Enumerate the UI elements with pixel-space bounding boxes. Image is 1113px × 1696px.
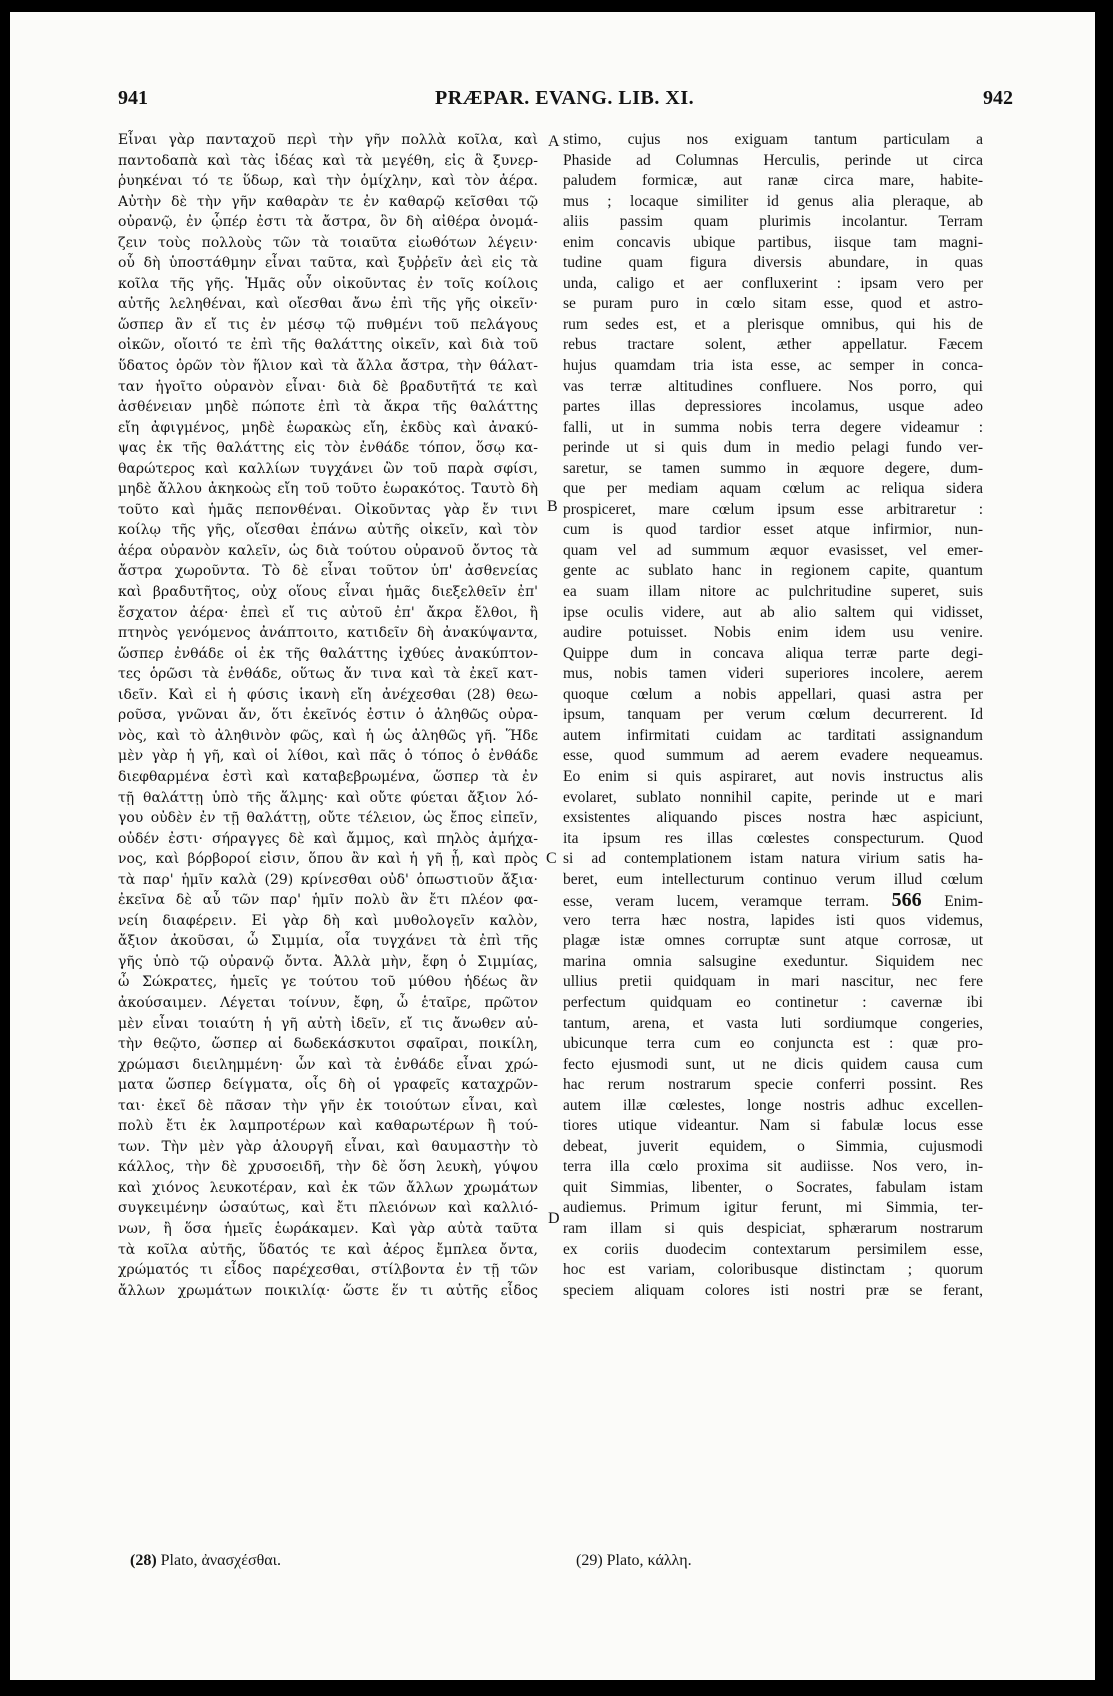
section-marker-b: B bbox=[547, 498, 558, 515]
greek-line: ψας ἐκ τῆς θαλάττης εἰς τὸν ἐνθάδε τόπον, ὅσῳ κα- bbox=[118, 440, 538, 457]
footnote-29 bbox=[576, 1552, 692, 1570]
book-page bbox=[10, 12, 1095, 1680]
page-number-right: 942 bbox=[983, 87, 1013, 109]
latin-line: perfectum quidquam eo continetur : cavernæ ibi bbox=[563, 993, 983, 1011]
latin-line: vero terra hæc nostra, lapides isti quos videmus, bbox=[563, 911, 983, 929]
latin-line: Eo enim si quis aspiraret, aut novis instructus alis bbox=[563, 767, 983, 785]
latin-line: ex coriis duodecim contextarum persimilem esse, bbox=[563, 1240, 983, 1258]
greek-line: τὰ παρ' ἡμῖν καλὰ (29) κρίνεσθαι οὐδ' ὁπωστιοῦν ἄξια· bbox=[118, 871, 538, 888]
latin-line: prospiceret, mare cœlum ipsum esse arbitraretur : bbox=[563, 500, 983, 518]
greek-line: συγκειμένην ὡσαύτως, καὶ ἔτι πλειόνων καὶ καλλιό- bbox=[118, 1200, 538, 1217]
latin-line: rebus tractare solent, æther appellatur. Fæcem bbox=[563, 336, 983, 354]
latin-line: que per mediam aquam cœlum ac reliqua sidera bbox=[563, 480, 983, 498]
latin-line: autem illæ cœlestes, longe nostris adhuc excellen- bbox=[563, 1096, 983, 1114]
greek-line: πτηνὸς γενόμενος ἀνάπτοιτο, κατιδεῖν δὴ ἀνακύψαντα, bbox=[118, 625, 538, 642]
greek-line: ἔσχατον ἀέρα· ἐπεὶ εἴ τις αὐτοῦ ἐπ' ἄκρα ἔλθοι, ἢ bbox=[118, 604, 538, 621]
latin-line: rum sedes est, et a plerisque omnibus, qui his de bbox=[563, 315, 983, 333]
greek-line: τὴν θεῷτο, ὥσπερ αἱ δωδεκάσκυτοι σφαῖραι, ποικίλη, bbox=[118, 1036, 538, 1053]
greek-line: νων, ἢ ὅσα ἡμεῖς ἑωράκαμεν. Καὶ γὰρ αὐτὰ ταῦτα bbox=[118, 1220, 538, 1237]
greek-line: ὕδατος ὁρῶν τὸν ἥλιον καὶ τὰ ἄλλα ἄστρα, τὴν θάλατ- bbox=[118, 358, 538, 375]
greek-line: χρώματός τι εἶδος παρέχεσθαι, στίλβοντα ἐν τῇ τῶν bbox=[118, 1262, 538, 1279]
greek-line: οὐρανῷ, ἐν ᾧπέρ ἐστι τὰ ἄστρα, ὃν δὴ αἰθέρα ὀνομά- bbox=[118, 214, 538, 231]
latin-line: ipse oculis videre, aut ab alio saltem qui vidisset, bbox=[563, 603, 983, 621]
footnote-28 bbox=[130, 1552, 281, 1570]
page-number-left: 941 bbox=[118, 87, 148, 109]
greek-line: ιδεῖν. Καὶ εἰ ἡ φύσις ἱκανὴ εἴη ἀνέχεσθαι (28) θεω- bbox=[118, 686, 538, 703]
greek-line: ἄξιον ἀκοῦσαι, ὦ Σιμμία, οἷα τυγχάνει τὰ ἐπὶ τῆς bbox=[118, 933, 538, 950]
footnote-29-text: Plato, κάλλη. bbox=[606, 1552, 692, 1569]
latin-line: falli, ut in summa nobis terra degere videamur : bbox=[563, 418, 983, 436]
greek-line: μὲν γὰρ ἡ γῆ, καὶ οἱ λίθοι, καὶ πᾶς ὁ τόπος ὁ ἐνθάδε bbox=[118, 748, 538, 765]
greek-line: ματα ὥσπερ δείγματα, οἷς δὴ οἱ γραφεῖς καταχρῶν- bbox=[118, 1077, 538, 1094]
latin-line: ipsum, tanquam per verum cœlum decurrerent. Id bbox=[563, 706, 983, 724]
latin-line: gente ac sublato hanc in regionem capite, quantum bbox=[563, 562, 983, 580]
greek-line: νὸς, καὶ τὸ ἀληθινὸν φῶς, καὶ ἡ ὡς ἀληθῶς γῆ. Ἥδε bbox=[118, 727, 538, 744]
greek-line: ῥυηκέναι τό τε ὕδωρ, καὶ τὴν ὁμίχλην, καὶ τὸν ἀέρα. bbox=[118, 173, 538, 190]
greek-line: οἰκῶν, οἴοιτό τε ἐπὶ τῆς θαλάττης οἰκεῖν, καὶ διὰ τοῦ bbox=[118, 337, 538, 354]
latin-line: beret, eum intellecturum continuo verum illud cœlum bbox=[563, 870, 983, 888]
latin-line-text: esse, veram lucem, veramque terram. bbox=[563, 893, 870, 911]
greek-line: ἄστρα χωροῦντα. Τὸ δὲ εἶναι τοῦτον ὑπ' ἀσθενείας bbox=[118, 563, 538, 580]
latin-line: si ad contemplationem istam natura virium satis ha- bbox=[563, 850, 983, 868]
latin-line: tudine quam figura diversis abundare, in quas bbox=[563, 254, 983, 272]
greek-line: γῆς ὑπὸ τῷ οὐρανῷ ὄντα. Ἀλλὰ μὴν, ἔφη ὁ Σιμμίας, bbox=[118, 953, 538, 970]
greek-line: ται· ἐκεῖ δὲ πᾶσαν τὴν γῆν ἐκ τοιούτων εἶναι, καὶ bbox=[118, 1097, 538, 1114]
latin-line: audire potuisset. Nobis enim idem usu venire. bbox=[563, 624, 983, 642]
greek-line: ἐκεῖνα δὲ αὖ τῶν παρ' ἡμῖν πολὺ ἂν ἔτι πλέον φα- bbox=[118, 892, 538, 909]
latin-line: quoque cœlum a nobis appellari, quasi astra per bbox=[563, 685, 983, 703]
greek-line: Αὐτὴν δὲ τὴν γῆν καθαρὰν τε ἐν καθαρῷ κεῖσθαι τῷ bbox=[118, 193, 538, 210]
greek-line: κάλλος, τὴν δὲ χρυσοειδῆ, τὴν δὲ ὅση λευκὴ, γύψου bbox=[118, 1159, 538, 1176]
footnote-28-text: Plato, ἀνασχέσθαι. bbox=[160, 1552, 281, 1569]
greek-line: τοῦτο καὶ ἡμᾶς πεπονθέναι. Οἰκοῦντας γὰρ ἔν τινι bbox=[118, 501, 538, 518]
latin-line: unda, caligo et aer confluxerint : ipsam vero per bbox=[563, 274, 983, 292]
running-title: PRÆPAR. EVANG. LIB. XI. bbox=[435, 87, 695, 109]
greek-line: ὥσπερ ἐνθάδε οἱ ἐκ τῆς θαλάττης ἰχθύες ἀνακύπτον- bbox=[118, 645, 538, 662]
latin-line: ullius pretii quidquam in mari nascitur, nec fere bbox=[563, 973, 983, 991]
latin-line: aliis passim quam plurimis incolantur. Terram bbox=[563, 213, 983, 231]
latin-line: ita ipsum res illas cœlestes conspecturum. Quod bbox=[563, 829, 983, 847]
latin-line: vas terræ altitudines confluere. Nos porro, qui bbox=[563, 377, 983, 395]
greek-line: γου οὐδὲν ἐν τῇ θαλάττῃ, οὔτε τέλειον, ὡς ἔπος εἰπεῖν, bbox=[118, 810, 538, 827]
latin-line: fecto ejusmodi sunt, ut ne dicis quidem causa cum bbox=[563, 1055, 983, 1073]
footnote-29-number: (29) bbox=[576, 1552, 603, 1569]
latin-line: saretur, se tamen summo in æquore degere, dum- bbox=[563, 459, 983, 477]
page-reference-marker: 566 bbox=[891, 890, 922, 911]
greek-line: των. Τὴν μὲν γὰρ ἁλουργῆ εἶναι, καὶ θαυμαστὴν τὸ bbox=[118, 1138, 538, 1155]
greek-line: τῇ θαλάττῃ ὑπὸ τῆς ἅλμης· καὶ οὔτε φύεται ἄξιον λό- bbox=[118, 789, 538, 806]
greek-line: θαρώτερος καὶ καλλίων τυγχάνει ὢν τοῦ παρὰ σφίσι, bbox=[118, 460, 538, 477]
latin-line: paludem formicæ, aut ranæ circa mare, habite- bbox=[563, 172, 983, 190]
latin-line: partes illas depressiores incolamus, usque adeo bbox=[563, 398, 983, 416]
latin-line: debeat, juverit equidem, o Simmia, cujusmodi bbox=[563, 1137, 983, 1155]
greek-line: ροῦσα, γνῶναι ἄν, ὅτι ἐκεῖνός ἐστιν ὁ ἀληθῶς οὐρα- bbox=[118, 707, 538, 724]
latin-line: evolaret, sublato nonnihil capite, perinde ut e mari bbox=[563, 788, 983, 806]
latin-line: marina omnia salsugine exeduntur. Siquidem nec bbox=[563, 952, 983, 970]
latin-line: esse, quod summum ad aerem evadere nequeamus. bbox=[563, 747, 983, 765]
latin-text-column bbox=[563, 130, 983, 1301]
latin-line: autem infirmitati cuidam ac tarditati assignandum bbox=[563, 726, 983, 744]
latin-line: plagæ istæ omnes corruptæ sunt atque corrosæ, ut bbox=[563, 932, 983, 950]
latin-line: perinde ut si quis dum in medio pelagi fundo ver- bbox=[563, 439, 983, 457]
latin-line: mus ; locaque similiter id genus alia pleraque, ab bbox=[563, 192, 983, 210]
greek-line: κοῖλα τῆς γῆς. Ἡμᾶς οὖν οἰκοῦντας ἐν τοῖς κοίλοις bbox=[118, 275, 538, 292]
latin-line: quam vel ad summum æquor evasisset, vel emer- bbox=[563, 541, 983, 559]
latin-line: Phaside ad Columnas Herculis, perinde ut circa bbox=[563, 151, 983, 169]
greek-line: ἄλλων χρωμάτων ποικιλίᾳ· ὥστε ἕν τι αὐτῆς εἶδος bbox=[118, 1282, 538, 1299]
latin-line bbox=[563, 890, 983, 911]
latin-line: cum is quod tardior esset atque infirmior, nun- bbox=[563, 521, 983, 539]
greek-line: καὶ βραδυτῆτος, οὐχ οἵους εἶναι ἡμᾶς διεξελθεῖν ἐπ' bbox=[118, 584, 538, 601]
greek-line: κοίλῳ τῆς γῆς, οἴεσθαι ἐπάνω αὐτῆς οἰκεῖν, καὶ τὸν bbox=[118, 522, 538, 539]
section-marker-d: D bbox=[548, 1210, 560, 1227]
greek-line: ἀκούσαιμεν. Λέγεται τοίνυν, ἔφη, ὦ ἑταῖρε, πρῶτον bbox=[118, 994, 538, 1011]
greek-line: καὶ χιόνος λευκοτέραν, καὶ ἐκ τῶν ἄλλων χρωμάτων bbox=[118, 1179, 538, 1196]
greek-line: χρώμασι διειλημμένη· ὧν καὶ τὰ ἐνθάδε εἶναι χρώ- bbox=[118, 1056, 538, 1073]
latin-line: ea suam illam nitore ac pulchritudine superet, suis bbox=[563, 583, 983, 601]
latin-line: tantum, arena, et vasta luti sordiumque congeries, bbox=[563, 1014, 983, 1032]
greek-line: νείη διαφέρειν. Εἰ γὰρ δὴ καὶ μυθολογεῖν καλὸν, bbox=[118, 912, 538, 929]
latin-line: speciem aliquam colores isti nostri præ se ferant, bbox=[563, 1281, 983, 1299]
greek-line: οὗ δὴ ὑποστάθμην εἶναι ταῦτα, καὶ ξυῤῥεῖν ἀεὶ εἰς τὰ bbox=[118, 255, 538, 272]
latin-line: se puram puro in cœlo sitam esse, quod et astro- bbox=[563, 295, 983, 313]
greek-line: εἴη ἀφιγμένος, μηδὲ ἑωρακὼς εἴη, ἐκδὺς καὶ ἀνακύ- bbox=[118, 419, 538, 436]
section-marker-a: A bbox=[548, 133, 560, 150]
latin-line-continuation: Enim- bbox=[944, 893, 983, 911]
footnote-28-number: (28) bbox=[130, 1552, 157, 1569]
greek-line: ὥσπερ ἂν εἴ τις ἐν μέσῳ τῷ πυθμένι τοῦ πελάγους bbox=[118, 316, 538, 333]
latin-line: hoc est variam, coloribusque distinctam ; quorum bbox=[563, 1261, 983, 1279]
section-marker-c: C bbox=[546, 850, 557, 867]
latin-line: mus, nobis tamen videri superiores incolere, aerem bbox=[563, 665, 983, 683]
greek-line: τὰ κοῖλα αὐτῆς, ὕδατός τε καὶ ἀέρος ἔμπλεα ὄντα, bbox=[118, 1241, 538, 1258]
latin-line: Quippe dum in concava aliqua terræ parte degi- bbox=[563, 644, 983, 662]
greek-line: οὐδέν ἐστι· σήραγγες δὲ καὶ ἄμμος, καὶ πηλὸς ἀμήχα- bbox=[118, 830, 538, 847]
greek-line: αὐτῆς λεληθέναι, καὶ οἴεσθαι ἄνω ἐπὶ τῆς γῆς οἰκεῖν· bbox=[118, 296, 538, 313]
greek-line: πολὺ ἔτι ἐκ λαμπροτέρων καὶ καθαρωτέρων ἢ τού- bbox=[118, 1118, 538, 1135]
greek-line: ὦ Σώκρατες, ἡμεῖς γε τούτου τοῦ μύθου ἡδέως ἂν bbox=[118, 974, 538, 991]
greek-line: παντοδαπὰ καὶ τὰς ἰδέας καὶ τὰ μεγέθη, εἰς ἃ ξυνερ- bbox=[118, 152, 538, 169]
latin-line: hac rerum nostrarum specie conferri possint. Res bbox=[563, 1076, 983, 1094]
greek-line: μηδὲ ἄλλου ἀκηκοὼς εἴη τοῦ τοῦτο ἑωρακότος. Ταυτὸ δὴ bbox=[118, 481, 538, 498]
latin-line: hujus quamdam tria ista esse, ac semper in conca- bbox=[563, 357, 983, 375]
latin-line: ubicunque terra cum eo conjuncta est : quæ pro- bbox=[563, 1035, 983, 1053]
latin-line: ram illam si quis despiciat, sphærarum nostrarum bbox=[563, 1219, 983, 1237]
greek-line: νος, καὶ βόρβοροί εἰσιν, ὅπου ἂν καὶ ἡ γῆ ᾖ, καὶ πρὸς bbox=[118, 851, 538, 868]
greek-line: ζειν τοὺς πολλοὺς τῶν τὰ τοιαῦτα εἰωθότων λέγειν· bbox=[118, 234, 538, 251]
greek-line: διεφθαρμένα ἐστὶ καὶ καταβεβρωμένα, ὥσπερ τὰ ἐν bbox=[118, 768, 538, 785]
greek-line: τες ὁρῶσι τὰ ἐνθάδε, οὕτως ἄν τινα καὶ τὰ ἐκεῖ κατ- bbox=[118, 666, 538, 683]
latin-line: quit Simmias, libenter, o Socrates, fabulam istam bbox=[563, 1178, 983, 1196]
greek-line: Εἶναι γὰρ πανταχοῦ περὶ τὴν γῆν πολλὰ κοῖλα, καὶ bbox=[118, 132, 538, 148]
latin-line: stimo, cujus nos exiguam tantum particulam a bbox=[563, 131, 983, 148]
latin-line: terra illa cœlo proxima sit audiisse. Nos vero, in- bbox=[563, 1158, 983, 1176]
latin-line: audiemus. Primum igitur ferunt, mi Simmia, ter- bbox=[563, 1199, 983, 1217]
greek-line: ταν ἡγοῖτο οὐρανὸν εἶναι· διὰ δὲ βραδυτῆτά τε καὶ bbox=[118, 378, 538, 395]
latin-line: exsistentes aliquando pisces nostra hæc aspiciunt, bbox=[563, 809, 983, 827]
latin-line: enim concavis ubique partibus, iisque tam magni- bbox=[563, 233, 983, 251]
greek-line: ἀέρα οὐρανὸν καλεῖν, ὡς διὰ τούτου οὐρανοῦ ὄντος τὰ bbox=[118, 542, 538, 559]
greek-line: ἀσθένειαν μηδὲ πώποτε ἐπὶ τὰ ἄκρα τῆς θαλάττης bbox=[118, 399, 538, 416]
latin-line: tiores utique videantur. Nam si fabulæ locus esse bbox=[563, 1117, 983, 1135]
greek-text-column bbox=[118, 130, 538, 1301]
greek-line: μὲν εἶναι τοιαύτη ἡ γῆ αὐτὴ ἰδεῖν, εἴ τις ἄνωθεν αὐ- bbox=[118, 1015, 538, 1032]
